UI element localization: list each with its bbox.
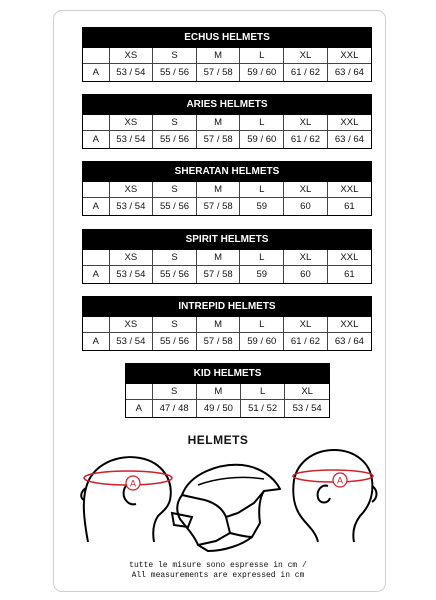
- size-table: [82, 229, 372, 284]
- measurement-cell: 61: [344, 201, 355, 212]
- measurement-cell: 57 / 58: [196, 198, 240, 216]
- size-label-cell: S: [153, 48, 197, 64]
- size-label-cell: XS: [109, 115, 153, 131]
- row-label-cell: A: [83, 266, 109, 284]
- measurement-cell: 53 / 54: [109, 333, 153, 351]
- measurement-cell: 53 / 54: [109, 64, 153, 82]
- row-label-cell: A: [83, 131, 109, 149]
- measure-marker-right: A: [336, 475, 344, 486]
- size-table-title: ARIES HELMETS: [82, 94, 372, 115]
- corner-cell: [83, 48, 109, 64]
- measurement-cell: 51 / 52: [241, 400, 285, 418]
- size-table-title: ECHUS HELMETS: [82, 27, 372, 48]
- measurement-cell: 59: [240, 198, 284, 216]
- size-header-row: [83, 182, 371, 198]
- measurement-cell: 53 / 54: [292, 403, 322, 414]
- size-header-row: [83, 250, 371, 266]
- measurement-row: [83, 266, 371, 284]
- footer-note-english: All measurements are expressed in cm: [131, 571, 305, 580]
- size-header-row: [83, 48, 371, 64]
- measurement-cell: 59: [240, 266, 284, 284]
- measurement-row: [83, 333, 371, 351]
- measurement-cell: 53 / 54: [109, 266, 153, 284]
- corner-cell: [83, 250, 109, 266]
- head-measure-right-illustration: [288, 446, 378, 546]
- size-label-cell: M: [196, 115, 240, 131]
- size-label-cell: S: [153, 317, 197, 333]
- size-label-cell: XL: [284, 317, 328, 333]
- size-table: [125, 363, 330, 418]
- size-label-cell: M: [196, 48, 240, 64]
- measurement-cell: 53 / 54: [109, 198, 153, 216]
- measurement-cell: 57 / 58: [196, 333, 240, 351]
- row-label-cell: A: [83, 64, 109, 82]
- measurement-cell: 55 / 56: [153, 64, 197, 82]
- size-label-cell: M: [196, 182, 240, 198]
- measurement-cell: 55 / 56: [153, 131, 197, 149]
- row-label-cell: A: [126, 400, 152, 418]
- measurement-cell: 63 / 64: [334, 134, 364, 145]
- measurement-cell: 63 / 64: [334, 67, 364, 78]
- measurement-row: [126, 400, 329, 418]
- corner-cell: [126, 384, 152, 400]
- measurement-cell: 60: [284, 198, 328, 216]
- footer-note-italian: tutte le misure sono espresse in cm /: [129, 561, 307, 570]
- size-label-cell: XXL: [327, 250, 371, 266]
- measurement-cell: 61: [344, 269, 355, 280]
- size-table: [82, 161, 372, 216]
- size-label-cell: XS: [109, 317, 153, 333]
- size-label-cell: S: [153, 182, 197, 198]
- size-table-title: SPIRIT HELMETS: [82, 229, 372, 250]
- size-label-cell: XL: [284, 48, 328, 64]
- size-label-cell: XL: [284, 115, 328, 131]
- measurement-cell: 57 / 58: [196, 131, 240, 149]
- measurement-cell: 47 / 48: [152, 400, 196, 418]
- measurement-cell: 60: [284, 266, 328, 284]
- measurement-cell: 59 / 60: [240, 333, 284, 351]
- measurement-cell: 49 / 50: [196, 400, 240, 418]
- measurement-cell: 61 / 62: [284, 64, 328, 82]
- measurement-cell: 61 / 62: [284, 333, 328, 351]
- measurement-row: [83, 64, 371, 82]
- measurement-row: [83, 198, 371, 216]
- measurement-cell: 53 / 54: [109, 131, 153, 149]
- size-label-cell: S: [153, 115, 197, 131]
- size-label-cell: S: [152, 384, 196, 400]
- helmets-heading: HELMETS: [187, 433, 249, 447]
- size-label-cell: L: [240, 48, 284, 64]
- corner-cell: [83, 182, 109, 198]
- size-table-title: KID HELMETS: [125, 363, 330, 384]
- measure-marker-left: A: [129, 478, 137, 489]
- measurement-row: [83, 131, 371, 149]
- size-label-cell: L: [240, 115, 284, 131]
- size-label-cell: XXL: [327, 317, 371, 333]
- measurement-cell: 55 / 56: [153, 198, 197, 216]
- size-label-cell: XL: [285, 384, 329, 400]
- size-label-cell: M: [196, 250, 240, 266]
- size-header-row: [126, 384, 329, 400]
- size-label-cell: XL: [284, 250, 328, 266]
- size-label-cell: XXL: [327, 182, 371, 198]
- size-header-row: [83, 317, 371, 333]
- size-table: [82, 27, 372, 82]
- measurement-cell: 55 / 56: [153, 266, 197, 284]
- corner-cell: [83, 115, 109, 131]
- measurement-cell: 61 / 62: [284, 131, 328, 149]
- size-label-cell: L: [240, 250, 284, 266]
- measurement-cell: 59 / 60: [240, 64, 284, 82]
- size-label-cell: XS: [109, 48, 153, 64]
- size-table-title: SHERATAN HELMETS: [82, 161, 372, 182]
- measurement-cell: 59 / 60: [240, 131, 284, 149]
- head-measure-left-illustration: [78, 450, 178, 546]
- size-label-cell: XL: [284, 182, 328, 198]
- measurement-cell: 57 / 58: [196, 64, 240, 82]
- size-label-cell: M: [196, 384, 240, 400]
- size-header-row: [83, 115, 371, 131]
- row-label-cell: A: [83, 198, 109, 216]
- row-label-cell: A: [83, 333, 109, 351]
- size-table-title: INTREPID HELMETS: [82, 296, 372, 317]
- measurement-cell: 63 / 64: [334, 336, 364, 347]
- size-label-cell: XXL: [327, 48, 371, 64]
- size-label-cell: L: [240, 182, 284, 198]
- helmet-illustration: [168, 455, 286, 560]
- size-label-cell: XS: [109, 250, 153, 266]
- size-table: [82, 296, 372, 351]
- size-label-cell: XXL: [327, 115, 371, 131]
- corner-cell: [83, 317, 109, 333]
- size-label-cell: L: [240, 317, 284, 333]
- size-label-cell: XS: [109, 182, 153, 198]
- size-table: [82, 94, 372, 149]
- size-label-cell: L: [241, 384, 285, 400]
- size-label-cell: M: [196, 317, 240, 333]
- measurement-cell: 57 / 58: [196, 266, 240, 284]
- size-label-cell: S: [153, 250, 197, 266]
- measurement-cell: 55 / 56: [153, 333, 197, 351]
